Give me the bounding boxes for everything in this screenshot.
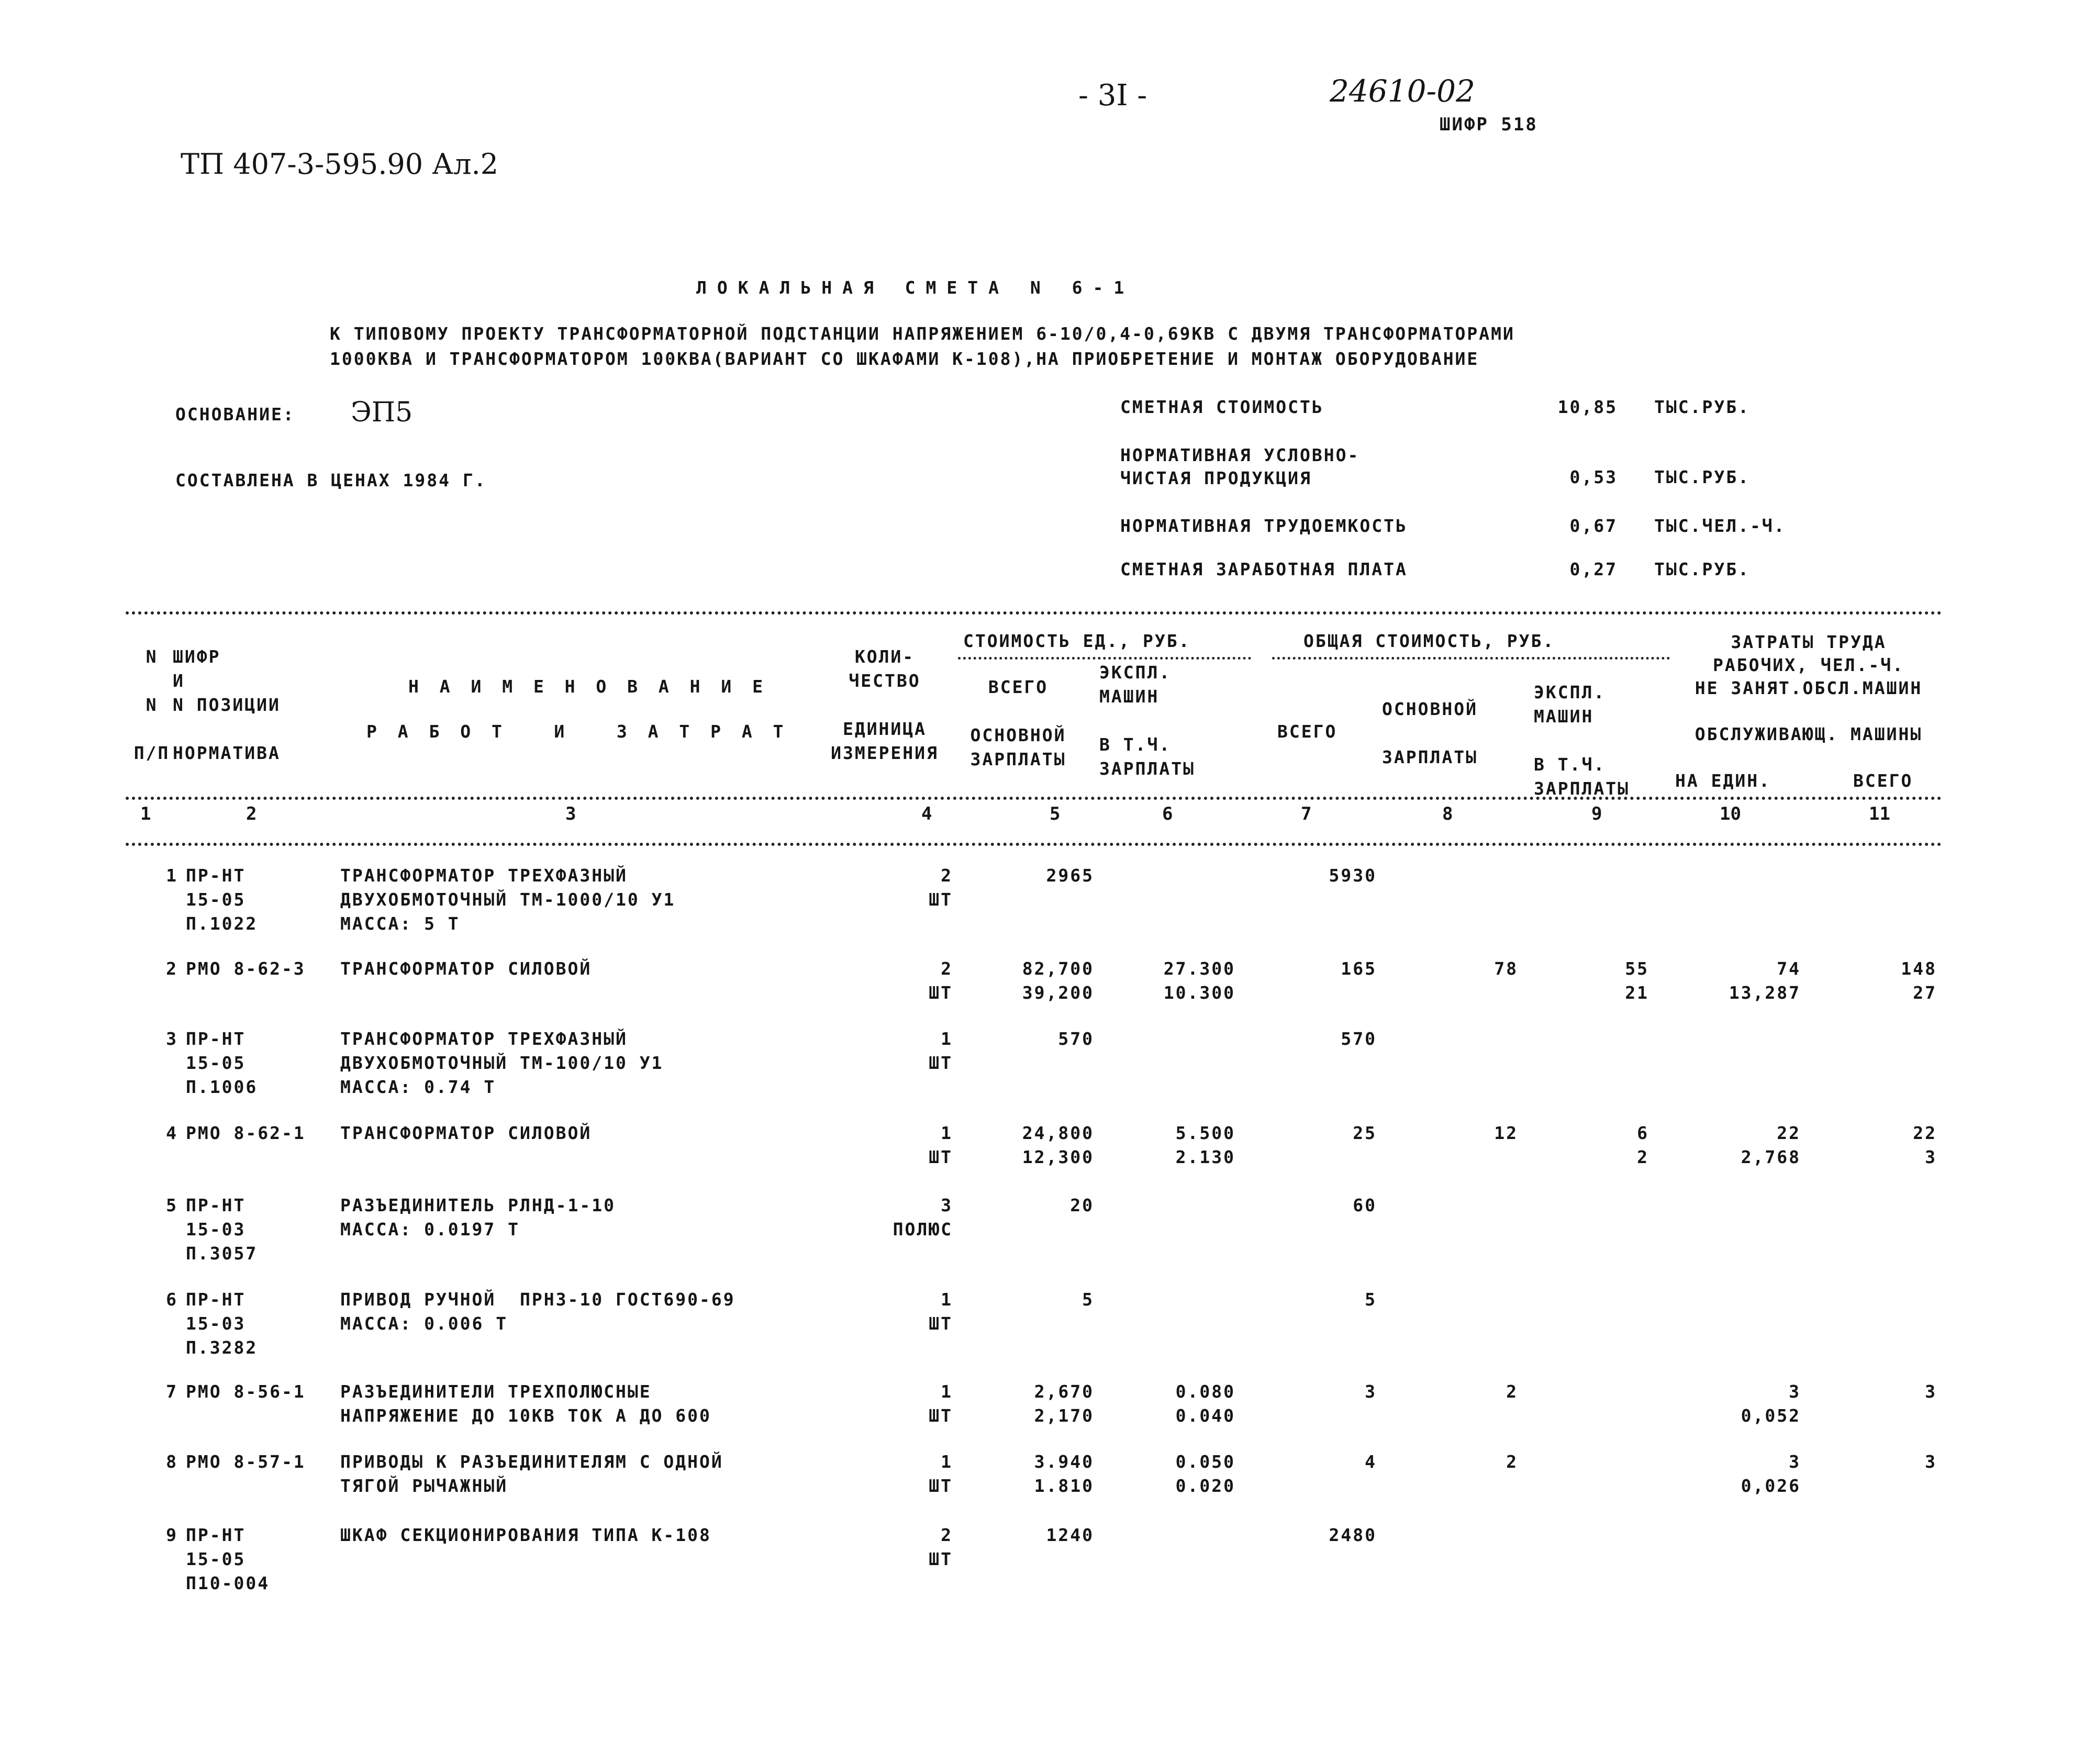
row-total: 2480 [1329,1525,1377,1545]
row-code: РМО 8-62-1 [186,1123,306,1143]
summary-label-cost: СМЕТНАЯ СТОИМОСТЬ [1120,397,1324,417]
row-unit-total: 24,800 12,300 [1022,1123,1094,1167]
row-code: РМО 8-62-3 [186,958,306,979]
row-unit-machines: 0.050 0.020 [1175,1452,1235,1496]
header-col-total-salary: ОСНОВНОЙ ЗАРПЛАТЫ [1382,699,1478,767]
row-number: 6 [166,1289,178,1310]
row-quantity: 1 ШТ [929,1289,953,1334]
row-labor-unit: 3 0,026 [1741,1452,1801,1496]
header-bottom-rule [126,797,1942,800]
header-col-labor-unit: НА ЕДИН. [1675,771,1771,791]
row-labor-total: 3 [1925,1452,1937,1472]
row-number: 7 [166,1381,178,1402]
row-name: ТРАНСФОРМАТОР СИЛОВОЙ [340,1123,592,1143]
row-number: 9 [166,1525,178,1545]
compiled-prices: СОСТАВЛЕНА В ЦЕНАХ 1984 Г. [175,470,487,490]
row-name: ТРАНСФОРМАТОР ТРЕХФАЗНЫЙ ДВУХОБМОТОЧНЫЙ ТМ-100/10 У1 МАССА: 0.74 Т [340,1029,664,1097]
row-unit-total: 1240 [1046,1525,1094,1545]
row-unit-total: 570 [1058,1029,1094,1049]
col-number-5: 5 [1050,803,1061,824]
archive-number: 24610-02 [1330,73,1475,109]
row-name: РАЗЪЕДИНИТЕЛЬ РЛНД-1-10 МАССА: 0.0197 Т [340,1195,616,1240]
header-cost-unit-group: СТОИМОСТЬ ЕД., РУБ. [963,631,1191,651]
header-col-qty: КОЛИ- ЧЕСТВО ЕДИНИЦА ИЗМЕРЕНИЯ [831,646,939,763]
row-name: ШКАФ СЕКЦИОНИРОВАНИЯ ТИПА К-108 [340,1525,711,1545]
row-total: 4 [1365,1452,1377,1472]
shifr-label: ШИФР 518 [1440,114,1538,135]
row-labor-total: 22 3 [1913,1123,1937,1167]
row-total-machines: 55 21 [1625,958,1649,1003]
row-code: РМО 8-56-1 [186,1381,306,1402]
row-total: 570 [1341,1029,1377,1049]
summary-unit-labor: ТЫС.ЧЕЛ.-Ч. [1654,516,1786,536]
header-col-name-a: Н А И М Е Н О В А Н И Е [408,676,768,697]
row-quantity: 1 ШТ [929,1123,953,1167]
row-unit-machines: 5.500 2.130 [1175,1123,1235,1167]
header-col-code: ШИФР И N ПОЗИЦИИ НОРМАТИВА [173,646,281,763]
row-total-machines: 6 2 [1637,1123,1649,1167]
row-unit-total: 3.940 1.810 [1034,1452,1094,1496]
col-number-4: 4 [921,803,932,824]
row-total: 3 [1365,1381,1377,1402]
row-quantity: 3 ПОЛЮС [893,1195,953,1240]
header-col-n: N N П/П [133,646,170,763]
row-code: ПР-НТ 15-05 П.1022 [186,865,258,934]
row-name: ПРИВОД РУЧНОЙ ПРНЗ-10 ГОСТ690-69 МАССА: 0.006 Т [340,1289,735,1334]
row-total: 5 [1365,1289,1377,1310]
row-number: 8 [166,1452,178,1472]
row-total-salary: 2 [1506,1381,1518,1402]
summary-label-net-product: НОРМАТИВНАЯ УСЛОВНО- ЧИСТАЯ ПРОДУКЦИЯ [1120,445,1360,488]
row-code: РМО 8-57-1 [186,1452,306,1472]
summary-label-labor: НОРМАТИВНАЯ ТРУДОЕМКОСТЬ [1120,516,1408,536]
header-col-unit-machines: ЭКСПЛ. МАШИН В Т.Ч. ЗАРПЛАТЫ [1099,662,1195,779]
summary-unit-cost: ТЫС.РУБ. [1654,397,1750,417]
col-number-7: 7 [1301,803,1312,824]
row-unit-total: 20 [1070,1195,1094,1215]
row-number: 4 [166,1123,178,1143]
row-quantity: 1 ШТ [929,1381,953,1426]
row-name: ТРАНСФОРМАТОР ТРЕХФАЗНЫЙ ДВУХОБМОТОЧНЫЙ ТМ-1000/10 У1 МАССА: 5 Т [340,865,676,934]
row-number: 5 [166,1195,178,1215]
estimate-subtitle-line2: 1000КВА И ТРАНСФОРМАТОРОМ 100КВА(ВАРИАНТ СО ШКАФАМИ К-108),НА ПРИОБРЕТЕНИЕ И МОНТАЖ ОБОРУДОВАНИЕ [330,349,1479,369]
row-quantity: 1 ШТ [929,1029,953,1073]
column-numbers-rule [126,843,1942,846]
row-total: 60 [1353,1195,1377,1215]
row-code: ПР-НТ 15-05 П.1006 [186,1029,258,1097]
page-number: - 3I - [1078,79,1147,113]
total-subheader-rule [1272,657,1670,660]
col-number-2: 2 [246,803,257,824]
row-unit-total: 2,670 2,170 [1034,1381,1094,1426]
document-code: ТП 407-3-595.90 Ал.2 [181,148,499,181]
basis-label: ОСНОВАНИЕ: [175,404,295,425]
row-total-salary: 78 [1494,958,1518,979]
row-quantity: 2 ШТ [929,1525,953,1569]
row-labor-unit: 74 13,287 [1729,958,1801,1003]
estimate-title: ЛОКАЛЬНАЯ СМЕТА N 6-1 [696,277,1135,298]
basis-value: ЭП5 [351,397,413,428]
header-total-cost-group: ОБЩАЯ СТОИМОСТЬ, РУБ. [1303,631,1555,651]
row-code: ПР-НТ 15-03 П.3057 [186,1195,258,1264]
row-labor-total: 3 [1925,1381,1937,1402]
row-total: 5930 [1329,865,1377,886]
col-number-11: 11 [1869,803,1890,824]
row-unit-total: 5 [1082,1289,1094,1310]
row-unit-total: 2965 [1046,865,1094,886]
row-name: ТРАНСФОРМАТОР СИЛОВОЙ [340,958,592,979]
row-total: 165 [1341,958,1377,979]
col-number-1: 1 [140,803,151,824]
col-number-6: 6 [1162,803,1173,824]
header-col-total: ВСЕГО [1277,721,1338,742]
table-top-rule [126,611,1942,615]
col-number-10: 10 [1720,803,1741,824]
row-code: ПР-НТ 15-05 П10-004 [186,1525,270,1593]
header-col-unit-total: ВСЕГО ОСНОВНОЙ ЗАРПЛАТЫ [970,677,1066,769]
row-labor-unit: 22 2,768 [1741,1123,1801,1167]
cost-subheader-rule [958,657,1251,660]
summary-value-cost: 10,85 [1557,397,1618,417]
row-number: 3 [166,1029,178,1049]
row-unit-machines: 0.080 0.040 [1175,1381,1235,1426]
summary-value-salary: 0,27 [1569,559,1618,579]
header-col-labor-total: ВСЕГО [1853,771,1913,791]
summary-unit-salary: ТЫС.РУБ. [1654,559,1750,579]
summary-value-net-product: 0,53 [1569,467,1618,487]
row-total-salary: 2 [1506,1452,1518,1472]
row-code: ПР-НТ 15-03 П.3282 [186,1289,258,1358]
header-labor-group: ЗАТРАТЫ ТРУДА РАБОЧИХ, ЧЕЛ.-Ч. НЕ ЗАНЯТ.ОБСЛ.МАШИН ОБСЛУЖИВАЮЩ. МАШИНЫ [1695,632,1923,744]
row-quantity: 2 ШТ [929,958,953,1003]
row-labor-total: 148 27 [1901,958,1937,1003]
col-number-8: 8 [1442,803,1453,824]
estimate-subtitle-line1: К ТИПОВОМУ ПРОЕКТУ ТРАНСФОРМАТОРНОЙ ПОДСТАНЦИИ НАПРЯЖЕНИЕМ 6-10/0,4-0,69КВ С ДВУМЯ ТРАНСФОРМАТОРАМИ [330,323,1515,344]
row-number: 2 [166,958,178,979]
row-total: 25 [1353,1123,1377,1143]
row-quantity: 2 ШТ [929,865,953,910]
header-col-total-machines: ЭКСПЛ. МАШИН В Т.Ч. ЗАРПЛАТЫ [1534,682,1630,799]
row-unit-machines: 27.300 10.300 [1163,958,1235,1003]
col-number-3: 3 [565,803,576,824]
row-labor-unit: 3 0,052 [1741,1381,1801,1426]
row-name: РАЗЪЕДИНИТЕЛИ ТРЕХПОЛЮСНЫЕ НАПРЯЖЕНИЕ ДО 10КВ ТОК А ДО 600 [340,1381,711,1426]
row-number: 1 [166,865,178,886]
summary-value-labor: 0,67 [1569,516,1618,536]
header-col-name-b: Р А Б О Т И З А Т Р А Т [366,721,789,742]
row-total-salary: 12 [1494,1123,1518,1143]
row-name: ПРИВОДЫ К РАЗЪЕДИНИТЕЛЯМ С ОДНОЙ ТЯГОЙ РЫЧАЖНЫЙ [340,1452,723,1496]
row-unit-total: 82,700 39,200 [1022,958,1094,1003]
col-number-9: 9 [1591,803,1602,824]
summary-unit-net-product: ТЫС.РУБ. [1654,467,1750,487]
row-quantity: 1 ШТ [929,1452,953,1496]
summary-label-salary: СМЕТНАЯ ЗАРАБОТНАЯ ПЛАТА [1120,559,1408,579]
